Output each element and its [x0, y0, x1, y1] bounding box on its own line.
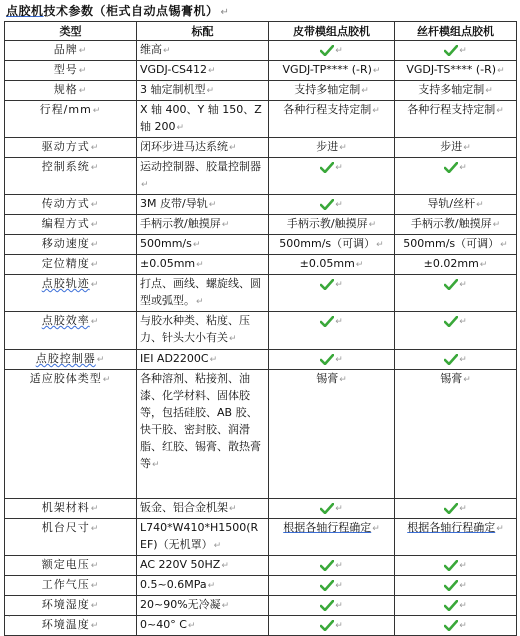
- page-title: [6, 2, 229, 19]
- paragraph-mark: ↵: [90, 504, 100, 514]
- paragraph-mark: ↵: [459, 355, 467, 365]
- value-text: 手柄示教/触摸屏: [286, 217, 368, 230]
- paragraph-mark: ↵: [335, 621, 343, 631]
- paragraph-mark: ↵: [335, 280, 343, 290]
- value-text: 锡膏: [440, 372, 463, 385]
- screw-module-value: [395, 138, 517, 158]
- row-name: [5, 616, 137, 636]
- row-name-text: 额定电压: [41, 558, 90, 571]
- paragraph-mark: ↵: [221, 601, 230, 611]
- table-row: [5, 61, 517, 81]
- row-spec-text: IEI AD2200C: [140, 352, 209, 365]
- table-row: [5, 101, 517, 138]
- row-name-text: 工作气压: [41, 578, 90, 591]
- paragraph-mark: ↵: [90, 561, 100, 571]
- paragraph-mark: ↵: [497, 66, 505, 76]
- row-name: [5, 235, 137, 255]
- check-mark-icon: [444, 279, 458, 290]
- value-text: 步进: [440, 140, 463, 153]
- paragraph-mark: ↵: [90, 317, 100, 327]
- check-mark-icon: [320, 503, 334, 514]
- row-spec: [137, 255, 269, 275]
- paragraph-mark: ↵: [476, 200, 484, 210]
- check-mark-icon: [444, 620, 458, 631]
- check-mark-icon: [320, 620, 334, 631]
- paragraph-mark: ↵: [206, 86, 215, 96]
- paragraph-mark: ↵: [196, 260, 204, 270]
- row-name-text: 型号: [53, 63, 78, 76]
- table-row: [5, 576, 517, 596]
- table-header-row: [5, 22, 517, 41]
- screw-module-value: [395, 275, 517, 312]
- row-spec-text: VGDJ-CS412: [140, 63, 207, 76]
- row-spec-text: 打点、画线、螺旋线、圆型或弧型。: [140, 277, 261, 307]
- value-text: 各种行程支持定制: [283, 103, 372, 116]
- row-spec-text: 闭环步进马达系统: [140, 140, 228, 153]
- row-name: [5, 158, 137, 195]
- screw-module-value: [395, 499, 517, 519]
- table-row: [5, 350, 517, 370]
- paragraph-mark: ↵: [192, 240, 201, 250]
- paragraph-mark: ↵: [496, 106, 504, 116]
- paragraph-mark: ↵: [220, 7, 230, 18]
- paragraph-mark: ↵: [213, 541, 222, 551]
- screw-module-value: [395, 195, 517, 215]
- paragraph-mark: ↵: [372, 524, 380, 534]
- row-spec: [137, 350, 269, 370]
- title-prefix: 点胶机: [6, 4, 44, 18]
- paragraph-mark: ↵: [90, 280, 100, 290]
- paragraph-mark: ↵: [229, 334, 237, 344]
- table-row: [5, 195, 517, 215]
- row-spec: [137, 499, 269, 519]
- belt-module-value: [269, 101, 395, 138]
- paragraph-mark: ↵: [90, 220, 100, 230]
- paragraph-mark: ↵: [459, 46, 467, 56]
- row-name-text: 机台尺寸: [41, 521, 90, 534]
- check-mark-icon: [320, 600, 334, 611]
- row-name-text: 机架材料: [41, 501, 90, 514]
- value-text: 锡膏: [316, 372, 339, 385]
- row-spec-text: 20~90%无冷凝: [140, 598, 221, 611]
- paragraph-mark: ↵: [208, 66, 216, 76]
- value-text: 支持多轴定制: [418, 83, 485, 96]
- row-spec-text: ±0.05mm: [140, 257, 196, 270]
- paragraph-mark: ↵: [459, 621, 467, 631]
- check-mark-icon: [320, 162, 334, 173]
- paragraph-mark: ↵: [459, 581, 467, 591]
- paragraph-mark: ↵: [459, 504, 467, 514]
- value-text: 导轨/丝杆: [427, 197, 476, 210]
- row-spec-text: 与胶水种类、粘度、压力、针头大小有关: [140, 314, 250, 344]
- row-name-text: 传动方式: [41, 197, 90, 210]
- paragraph-mark: ↵: [335, 581, 343, 591]
- row-spec: [137, 235, 269, 255]
- check-mark-icon: [320, 199, 334, 210]
- paragraph-mark: ↵: [335, 561, 343, 571]
- row-spec: [137, 215, 269, 235]
- table-row: [5, 596, 517, 616]
- row-spec-text: AC 220V 50HZ: [140, 558, 221, 571]
- row-spec: [137, 596, 269, 616]
- belt-module-value: [269, 499, 395, 519]
- paragraph-mark: ↵: [96, 355, 106, 365]
- belt-module-value: [269, 255, 395, 275]
- row-spec: [137, 519, 269, 556]
- row-name-text: 编程方式: [41, 217, 90, 230]
- row-name: [5, 81, 137, 101]
- paragraph-mark: ↵: [152, 460, 160, 470]
- row-name: [5, 215, 137, 235]
- check-mark-icon: [444, 580, 458, 591]
- paragraph-mark: ↵: [485, 86, 493, 96]
- paragraph-mark: ↵: [372, 66, 381, 76]
- check-mark-icon: [320, 580, 334, 591]
- row-name: [5, 312, 137, 350]
- paragraph-mark: ↵: [459, 317, 467, 327]
- table-row: [5, 41, 517, 61]
- check-mark-icon: [444, 316, 458, 327]
- row-spec: [137, 275, 269, 312]
- paragraph-mark: ↵: [90, 621, 100, 631]
- value-text: VGDJ-TP**** (-R): [282, 63, 372, 76]
- row-name-text: 环境湿度: [41, 598, 90, 611]
- table-row: [5, 370, 517, 499]
- table-row: [5, 519, 517, 556]
- table-row: [5, 158, 517, 195]
- row-name-text: 驱动方式: [41, 140, 90, 153]
- row-spec: [137, 81, 269, 101]
- screw-module-value: [395, 215, 517, 235]
- screw-module-value: [395, 41, 517, 61]
- row-name: [5, 101, 137, 138]
- table-row: [5, 312, 517, 350]
- row-name-text: 品牌: [53, 43, 78, 56]
- paragraph-mark: ↵: [187, 621, 196, 631]
- paragraph-mark: ↵: [221, 561, 229, 571]
- end-mark: ·: [8, 612, 11, 621]
- paragraph-mark: ↵: [496, 524, 504, 534]
- paragraph-mark: ↵: [176, 123, 185, 133]
- row-spec-text: 0~40° C: [140, 618, 187, 631]
- row-name: [5, 370, 137, 499]
- row-name: [5, 596, 137, 616]
- paragraph-mark: ↵: [335, 317, 343, 327]
- check-mark-icon: [444, 560, 458, 571]
- paragraph-mark: ↵: [90, 601, 100, 611]
- row-name: [5, 41, 137, 61]
- belt-module-value: [269, 41, 395, 61]
- row-spec-text: 运动控制器、胶量控制器: [140, 160, 261, 173]
- value-text: 支持多轴定制: [294, 83, 361, 96]
- check-mark-icon: [320, 279, 334, 290]
- row-spec: [137, 576, 269, 596]
- belt-module-value: [269, 596, 395, 616]
- row-spec: [137, 195, 269, 215]
- belt-module-value: [269, 350, 395, 370]
- screw-module-value: [395, 312, 517, 350]
- paragraph-mark: ↵: [221, 220, 230, 230]
- paragraph-mark: ↵: [78, 86, 88, 96]
- belt-module-value: [269, 275, 395, 312]
- table-row: [5, 556, 517, 576]
- value-text: ±0.05mm: [299, 257, 355, 270]
- row-spec-text: 维高: [140, 43, 162, 56]
- row-name-text: 控制系统: [41, 160, 90, 173]
- screw-module-value: [395, 101, 517, 138]
- row-spec-text: 手柄示教/触摸屏: [140, 217, 221, 230]
- value-text: 根据各轴行程确定: [283, 521, 372, 534]
- paragraph-mark: ↵: [141, 180, 149, 190]
- check-mark-icon: [320, 316, 334, 327]
- paragraph-mark: ↵: [459, 280, 467, 290]
- belt-module-value: [269, 235, 395, 255]
- table-row: [5, 81, 517, 101]
- row-name-text: 点胶控制器: [35, 352, 96, 365]
- row-name: [5, 576, 137, 596]
- paragraph-mark: ↵: [463, 143, 471, 153]
- check-mark-icon: [444, 503, 458, 514]
- value-text: 手柄示教/触摸屏: [410, 217, 492, 230]
- paragraph-mark: ↵: [196, 297, 204, 307]
- value-text: 各种行程支持定制: [407, 103, 496, 116]
- row-name: [5, 350, 137, 370]
- row-spec: [137, 370, 269, 499]
- value-text: VGDJ-TS**** (-R): [406, 63, 497, 76]
- screw-module-value: [395, 596, 517, 616]
- paragraph-mark: ↵: [335, 163, 343, 173]
- paragraph-mark: ↵: [78, 66, 88, 76]
- row-spec: [137, 312, 269, 350]
- check-mark-icon: [444, 354, 458, 365]
- paragraph-mark: ↵: [229, 143, 237, 153]
- row-spec-text: 钣金、铝合金机架: [140, 501, 228, 514]
- value-text: 根据各轴行程确定: [407, 521, 496, 534]
- belt-module-value: [269, 215, 395, 235]
- paragraph-mark: ↵: [376, 240, 384, 250]
- row-spec: [137, 41, 269, 61]
- belt-module-value: [269, 61, 395, 81]
- paragraph-mark: ↵: [209, 355, 218, 365]
- paragraph-mark: ↵: [479, 260, 488, 270]
- paragraph-mark: ↵: [335, 200, 343, 210]
- table-row: [5, 235, 517, 255]
- paragraph-mark: ↵: [90, 143, 100, 153]
- paragraph-mark: ↵: [335, 504, 343, 514]
- screw-module-value: [395, 61, 517, 81]
- screw-module-value: [395, 350, 517, 370]
- paragraph-mark: ↵: [208, 200, 217, 210]
- screw-module-value: [395, 576, 517, 596]
- header-standard: 标配: [137, 22, 269, 41]
- paragraph-mark: ↵: [459, 601, 467, 611]
- belt-module-value: [269, 616, 395, 636]
- row-spec: [137, 616, 269, 636]
- screw-module-value: [395, 519, 517, 556]
- paragraph-mark: ↵: [90, 163, 100, 173]
- value-text: 500mm/s（可调）: [403, 237, 500, 250]
- check-mark-icon: [444, 162, 458, 173]
- screw-module-value: [395, 158, 517, 195]
- value-text: 步进: [316, 140, 339, 153]
- spec-table: [4, 21, 517, 636]
- paragraph-mark: ↵: [463, 375, 471, 385]
- table-row: [5, 616, 517, 636]
- row-name: [5, 556, 137, 576]
- paragraph-mark: ↵: [368, 220, 377, 230]
- belt-module-value: [269, 138, 395, 158]
- row-name-text: 环境温度: [41, 618, 90, 631]
- row-spec: [137, 101, 269, 138]
- header-belt-module: 皮带模组点胶机: [269, 22, 395, 41]
- header-screw-module: 丝杆模组点胶机: [395, 22, 517, 41]
- screw-module-value: [395, 81, 517, 101]
- row-name-text: 点胶效率: [41, 314, 90, 327]
- paragraph-mark: ↵: [92, 106, 102, 116]
- table-row: [5, 138, 517, 158]
- belt-module-value: [269, 158, 395, 195]
- paragraph-mark: ↵: [335, 601, 343, 611]
- row-spec-text: 0.5~0.6MPa: [140, 578, 207, 591]
- row-name: [5, 499, 137, 519]
- row-spec: [137, 556, 269, 576]
- paragraph-mark: ↵: [102, 375, 112, 385]
- screw-module-value: [395, 556, 517, 576]
- paragraph-mark: ↵: [459, 561, 467, 571]
- paragraph-mark: ↵: [90, 200, 100, 210]
- paragraph-mark: ↵: [339, 375, 347, 385]
- paragraph-mark: ↵: [492, 220, 501, 230]
- paragraph-mark: ↵: [207, 581, 216, 591]
- paragraph-mark: ↵: [335, 355, 343, 365]
- row-spec-text: 各种溶剂、粘接剂、油漆、化学材料、固体胶等，包括硅胶、AB 胶、快干胶、密封胶、润滑脂、红胶、锡膏、散热膏等: [140, 372, 261, 470]
- paragraph-mark: ↵: [361, 86, 369, 96]
- paragraph-mark: ↵: [90, 240, 100, 250]
- paragraph-mark: ↵: [339, 143, 347, 153]
- value-text: 500mm/s（可调）: [279, 237, 376, 250]
- belt-module-value: [269, 81, 395, 101]
- row-spec-text: 3M 皮带/导轨: [140, 197, 208, 210]
- belt-module-value: [269, 556, 395, 576]
- paragraph-mark: ↵: [500, 240, 508, 250]
- paragraph-mark: ↵: [78, 46, 88, 56]
- row-spec: [137, 158, 269, 195]
- paragraph-mark: ↵: [90, 260, 100, 270]
- table-row: [5, 499, 517, 519]
- row-spec-text: X 轴 400、Y 轴 150、Z 轴 200: [140, 103, 262, 133]
- row-spec-text: L740*W410*H1500(REF)（无机罩）: [140, 521, 259, 551]
- paragraph-mark: ↵: [335, 46, 343, 56]
- row-name-text: 点胶轨迹: [41, 277, 90, 290]
- row-spec: [137, 61, 269, 81]
- row-name-text: 定位精度: [41, 257, 90, 270]
- header-type: 类型: [5, 22, 137, 41]
- row-spec-text: 500mm/s: [140, 237, 192, 250]
- paragraph-mark: ↵: [90, 524, 100, 534]
- table-body: [5, 41, 517, 636]
- check-mark-icon: [320, 354, 334, 365]
- row-name: [5, 519, 137, 556]
- row-name: [5, 138, 137, 158]
- table-row: [5, 275, 517, 312]
- check-mark-icon: [444, 45, 458, 56]
- belt-module-value: [269, 312, 395, 350]
- table-row: [5, 215, 517, 235]
- check-mark-icon: [320, 560, 334, 571]
- table-row: [5, 255, 517, 275]
- row-spec: [137, 138, 269, 158]
- paragraph-mark: ↵: [229, 504, 237, 514]
- belt-module-value: [269, 195, 395, 215]
- row-name: [5, 275, 137, 312]
- row-name-text: 移动速度: [41, 237, 90, 250]
- paragraph-mark: ↵: [355, 260, 364, 270]
- belt-module-value: [269, 576, 395, 596]
- value-text: ±0.02mm: [423, 257, 479, 270]
- belt-module-value: [269, 519, 395, 556]
- row-name: [5, 195, 137, 215]
- check-mark-icon: [444, 600, 458, 611]
- row-name-text: 行程/mm: [39, 103, 92, 116]
- paragraph-mark: ↵: [459, 163, 467, 173]
- paragraph-mark: ↵: [90, 581, 100, 591]
- check-mark-icon: [320, 45, 334, 56]
- screw-module-value: [395, 370, 517, 499]
- screw-module-value: [395, 255, 517, 275]
- title-rest: 技术参数（柜式自动点锡膏机）: [43, 4, 219, 18]
- paragraph-mark: ↵: [372, 106, 380, 116]
- belt-module-value: [269, 370, 395, 499]
- screw-module-value: [395, 616, 517, 636]
- row-name-text: 规格: [53, 83, 78, 96]
- row-name: [5, 61, 137, 81]
- paragraph-mark: ↵: [163, 46, 171, 56]
- row-name-text: 适应胶体类型: [29, 372, 102, 385]
- row-spec-text: 3 轴定制机型: [140, 83, 206, 96]
- row-name: [5, 255, 137, 275]
- screw-module-value: [395, 235, 517, 255]
